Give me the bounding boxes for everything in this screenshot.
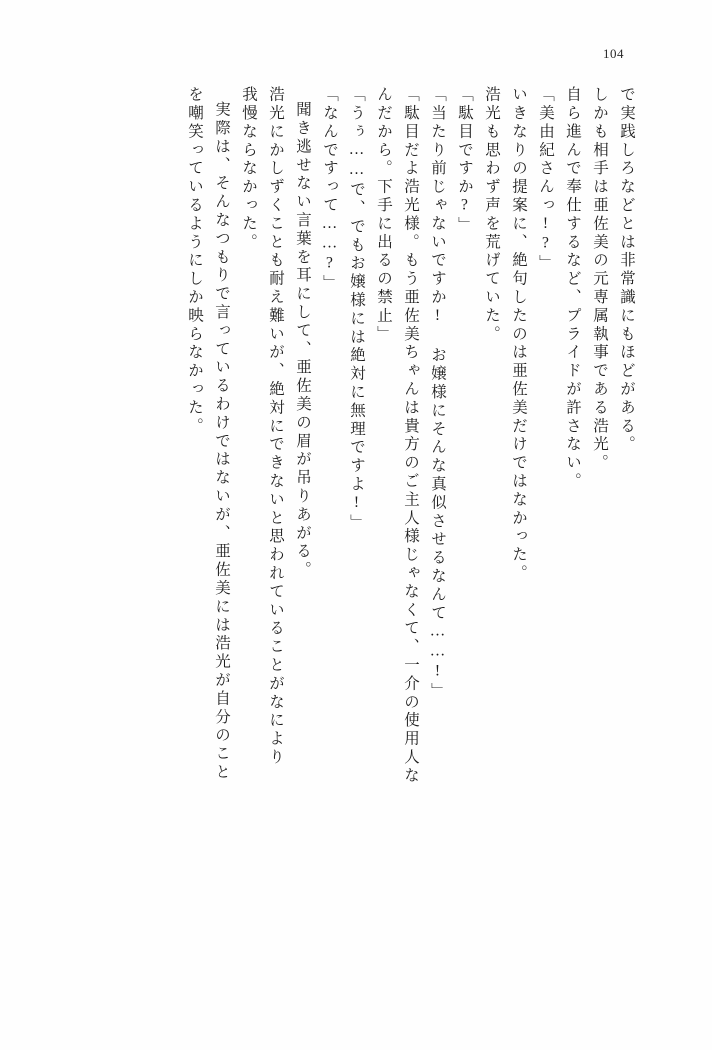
text-line: 我慢ならなかった。 bbox=[240, 86, 257, 252]
page-number: 104 bbox=[603, 46, 624, 61]
text-line: 「駄目だよ浩光様。もう亜佐美ちゃんは貴方のご主人様じゃなくて、一介の使用人な bbox=[402, 86, 419, 786]
text-line: いきなりの提案に、絶句したのは亜佐美だけではなかった。 bbox=[510, 86, 527, 583]
text-line: 聞き逃せない言葉を耳にして、亜佐美の眉が吊りあがる。 bbox=[294, 101, 311, 580]
text-line: 「美由紀さんっ!?」 bbox=[537, 86, 554, 273]
text-line: 「なんですって……?」 bbox=[321, 86, 338, 293]
text-line: を嘲笑っているようにしか映らなかった。 bbox=[186, 86, 203, 436]
text-line: 自ら進んで奉仕するなど、プライドが許さない。 bbox=[564, 86, 581, 491]
text-line: で実践しろなどとは非常識にもほどがある。 bbox=[618, 86, 635, 454]
text-line: 「駄目ですか?」 bbox=[456, 86, 473, 235]
vertical-text-body bbox=[78, 86, 634, 986]
text-line: しかも相手は亜佐美の元専属執事である浩光。 bbox=[591, 86, 608, 473]
text-line: 実際は、そんなつもりで言っているわけではないが、亜佐美には浩光が自分のこと bbox=[213, 101, 230, 782]
text-line: 浩光も思わず声を荒げていた。 bbox=[483, 86, 500, 344]
text-line: 「うぅ……で、でもお嬢様には絶対に無理ですよ!」 bbox=[348, 86, 365, 533]
text-line: 浩光にかしずくことも耐え難いが、絶対にできないと思われていることがなにより bbox=[267, 86, 284, 767]
text-line: 「当たり前じゃないですか! お嬢様にそんな真似させるなんて……!」 bbox=[429, 86, 446, 701]
text-line: んだから。下手に出るの禁止」 bbox=[375, 86, 392, 344]
